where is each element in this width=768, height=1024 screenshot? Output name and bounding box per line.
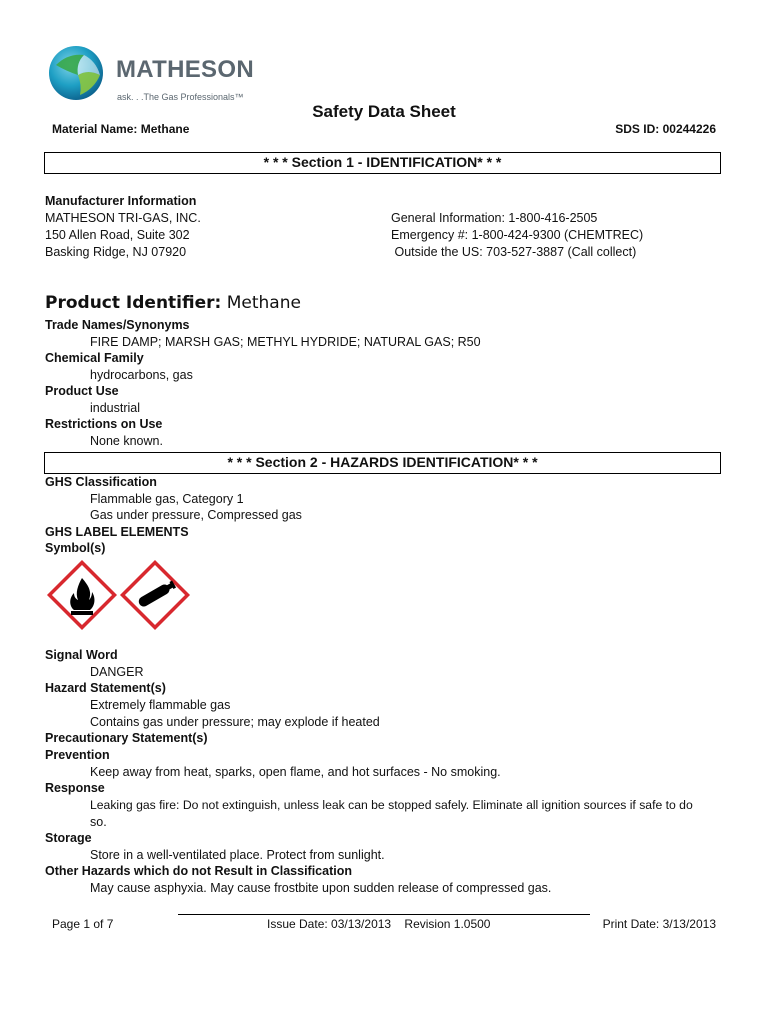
ghs-label-elements-heading: GHS LABEL ELEMENTS — [45, 525, 189, 539]
manufacturer-heading: Manufacturer Information — [45, 194, 197, 208]
gas-cylinder-pictogram-icon — [118, 558, 192, 632]
response-heading: Response — [45, 781, 105, 795]
trade-names-heading: Trade Names/Synonyms — [45, 318, 190, 332]
issue-date-revision: Issue Date: 03/13/2013 Revision 1.0500 — [267, 917, 491, 931]
ghs-item-2: Gas under pressure, Compressed gas — [90, 508, 302, 522]
product-identifier-label: Product Identifier: — [45, 293, 222, 313]
address-line-3: Basking Ridge, NJ 07920 — [45, 245, 187, 259]
ghs-item-1: Flammable gas, Category 1 — [90, 492, 244, 506]
page-number: Page 1 of 7 — [52, 917, 114, 931]
product-identifier — [45, 293, 301, 313]
chemical-family-heading: Chemical Family — [45, 351, 144, 365]
hazard-statements-heading: Hazard Statement(s) — [45, 681, 166, 695]
address-line-2: 150 Allen Road, Suite 302 — [45, 228, 190, 242]
restrictions-heading: Restrictions on Use — [45, 417, 163, 431]
chemical-family-value: hydrocarbons, gas — [90, 368, 193, 382]
product-identifier-value: Methane — [221, 293, 301, 313]
other-hazards-text: May cause asphyxia. May cause frostbite upon sudden release of compressed gas. — [90, 881, 552, 895]
hazard-statement-2: Contains gas under pressure; may explode if heated — [90, 715, 380, 729]
storage-heading: Storage — [45, 831, 92, 845]
trade-names-value: FIRE DAMP; MARSH GAS; METHYL HYDRIDE; NATURAL GAS; R50 — [90, 335, 481, 349]
other-hazards-heading: Other Hazards which do not Result in Classification — [45, 864, 352, 878]
sds-id: SDS ID: 00244226 — [615, 122, 716, 136]
response-text-line-1: Leaking gas fire: Do not extinguish, unless leak can be stopped safely. Eliminate all ignition sources if safe to do — [90, 798, 693, 812]
document-title: Safety Data Sheet — [312, 102, 456, 121]
signal-word-heading: Signal Word — [45, 648, 118, 662]
flame-pictogram-icon — [45, 558, 119, 632]
response-text-line-2: so. — [90, 815, 107, 829]
general-info-phone: General Information: 1-800-416-2505 — [391, 211, 598, 225]
outside-us-phone: Outside the US: 703-527-3887 (Call collect) — [391, 245, 637, 259]
storage-text: Store in a well-ventilated place. Protect from sunlight. — [90, 848, 385, 862]
prevention-text: Keep away from heat, sparks, open flame, and hot surfaces - No smoking. — [90, 765, 501, 779]
prevention-heading: Prevention — [45, 748, 110, 762]
footer-divider — [178, 914, 590, 915]
brand-tagline: ask. . .The Gas Professionals™ — [117, 92, 244, 102]
emergency-phone: Emergency #: 1-800-424-9300 (CHEMTREC) — [391, 228, 644, 242]
product-use-value: industrial — [90, 401, 141, 415]
hazard-statement-1: Extremely flammable gas — [90, 698, 231, 712]
symbols-heading: Symbol(s) — [45, 541, 106, 555]
precautionary-heading: Precautionary Statement(s) — [45, 731, 208, 745]
section-1-header: * * * Section 1 - IDENTIFICATION* * * — [44, 152, 721, 174]
material-name: Material Name: Methane — [52, 122, 190, 136]
ghs-classification-heading: GHS Classification — [45, 475, 157, 489]
product-use-heading: Product Use — [45, 384, 119, 398]
print-date: Print Date: 3/13/2013 — [602, 917, 716, 931]
restrictions-value: None known. — [90, 434, 163, 448]
section-2-header: * * * Section 2 - HAZARDS IDENTIFICATION* * * — [44, 452, 721, 474]
matheson-globe-logo-icon — [48, 45, 104, 101]
brand-name: MATHESON — [116, 56, 254, 83]
signal-word-value: DANGER — [90, 665, 144, 679]
address-line-1: MATHESON TRI-GAS, INC. — [45, 211, 201, 225]
